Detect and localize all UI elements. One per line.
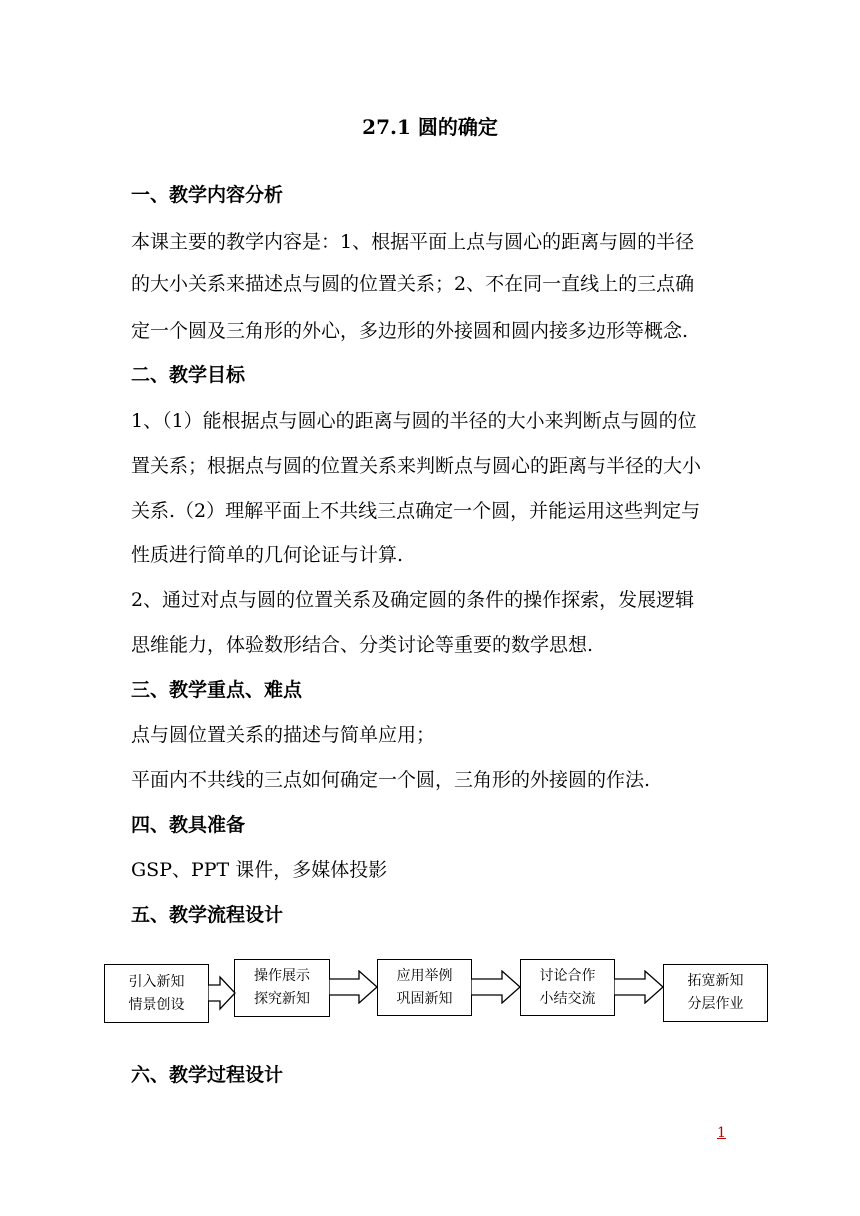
section-heading-teaching-aids: 四、教具准备 (131, 814, 246, 836)
flow-step-label: 小结交流 (539, 990, 596, 1007)
page-number: 1 (717, 1125, 726, 1141)
flow-step-box (520, 959, 615, 1016)
paragraph-line: 2、通过对点与圆的位置关系及确定圆的条件的操作探索，发展逻辑 (131, 589, 695, 611)
paragraph-line: 置关系；根据点与圆的位置关系来判断点与圆心的距离与半径的大小 (131, 455, 702, 477)
section-heading-flow-design: 五、教学流程设计 (131, 904, 284, 926)
paragraph-line: 性质进行简单的几何论证与计算. (131, 544, 404, 566)
flow-step-box (663, 964, 768, 1022)
paragraph-line: 关系.（2）理解平面上不共线三点确定一个圆，并能运用这些判定与 (131, 500, 701, 522)
paragraph-line: 的大小关系来描述点与圆的位置关系；2、不在同一直线上的三点确 (131, 273, 695, 295)
flow-step-label: 探究新知 (254, 991, 310, 1007)
flow-step-label: 情景创设 (128, 996, 185, 1013)
paragraph-line: 思维能力，体验数形结合、分类讨论等重要的数学思想. (131, 634, 594, 656)
flow-step-label: 拓宽新知 (687, 973, 744, 989)
section-heading-process-design: 六、教学过程设计 (131, 1064, 284, 1086)
paragraph-line: 1、（1）能根据点与圆心的距离与圆的半径的大小来判断点与圆的位 (131, 410, 697, 432)
page-title: 27.1 圆的确定 (362, 115, 498, 139)
section-heading-key-points: 三、教学重点、难点 (131, 679, 303, 701)
flow-step-label: 操作展示 (254, 968, 310, 984)
section-heading-objectives: 二、教学目标 (131, 364, 246, 386)
flow-arrow-icon (329, 970, 379, 1004)
flow-step-label: 应用举例 (396, 967, 453, 984)
flow-step-label: 分层作业 (687, 996, 744, 1012)
section-heading-content-analysis: 一、教学内容分析 (131, 184, 284, 206)
paragraph-line: 本课主要的教学内容是：1、根据平面上点与圆心的距离与圆的半径 (131, 231, 695, 253)
paragraph-line: GSP、PPT 课件，多媒体投影 (131, 859, 388, 881)
flow-arrow-icon (614, 970, 665, 1004)
paragraph-line: 点与圆位置关系的描述与简单应用； (131, 724, 436, 746)
flow-step-label: 引入新知 (128, 973, 185, 990)
flow-arrow-icon (471, 970, 522, 1004)
flow-step-label: 巩固新知 (396, 990, 453, 1007)
paragraph-line: 平面内不共线的三点如何确定一个圆，三角形的外接圆的作法. (131, 769, 651, 791)
flow-step-box (377, 959, 472, 1016)
flow-step-label: 讨论合作 (539, 967, 596, 984)
flow-arrow-icon (208, 975, 236, 1011)
flow-step-box (234, 959, 330, 1017)
flow-step-box (104, 964, 209, 1023)
paragraph-line: 定一个圆及三角形的外心，多边形的外接圆和圆内接多边形等概念. (131, 320, 689, 342)
